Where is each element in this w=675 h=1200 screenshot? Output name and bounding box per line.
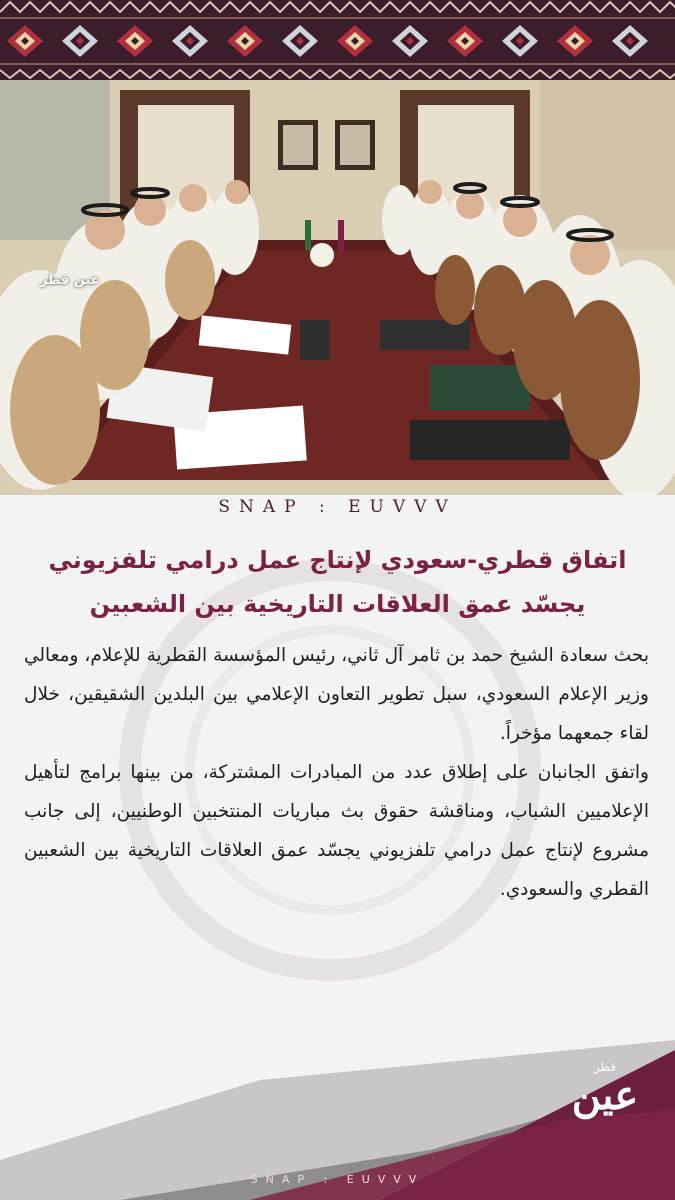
article-body <box>24 636 649 909</box>
pattern-graphic <box>0 0 675 80</box>
brand-logo <box>563 1060 647 1140</box>
headline-line-1: اتفاق قطري-سعودي لإنتاج عمل درامي تلفزيوني <box>48 546 627 574</box>
headline-line-2: يجسّد عمق العلاقات التاريخية بين الشعبين <box>89 590 586 618</box>
photo-watermark-logo: عين قطر <box>40 273 100 288</box>
article-headline <box>20 538 655 626</box>
logo-subtext: قطر <box>593 1060 617 1074</box>
logo-main-text: عين <box>571 1072 639 1119</box>
body-paragraph-2: واتفق الجانبان على إطلاق عدد من المبادرات المشتركة، من بينها برامج لتأهيل الإعلاميين الشباب، ومناقشة حقوق بث مباريات المنتخبين الوطنيين، إلى جانب مشروع لإنتاج عمل درامي تلفزيوني يجسّد عمق العلاقات التاريخية بين الشعبين القطري والسعودي. <box>24 762 649 900</box>
meeting-photo <box>0 80 675 495</box>
meeting-illustration <box>0 80 675 495</box>
decorative-pattern-band <box>0 0 675 80</box>
body-paragraph-1: بحث سعادة الشيخ حمد بن ثامر آل ثاني، رئيس المؤسسة القطرية للإعلام، ومعالي وزير الإعلام السعودي، سبل تطوير التعاون الإعلامي بين البلدين الشقيقين، خلال لقاء جمعهما مؤخراً. <box>24 645 649 744</box>
snap-handle-bottom: SNAP : EUVVV <box>250 1173 425 1186</box>
snap-handle-top: SNAP : EUVVV <box>218 497 457 517</box>
